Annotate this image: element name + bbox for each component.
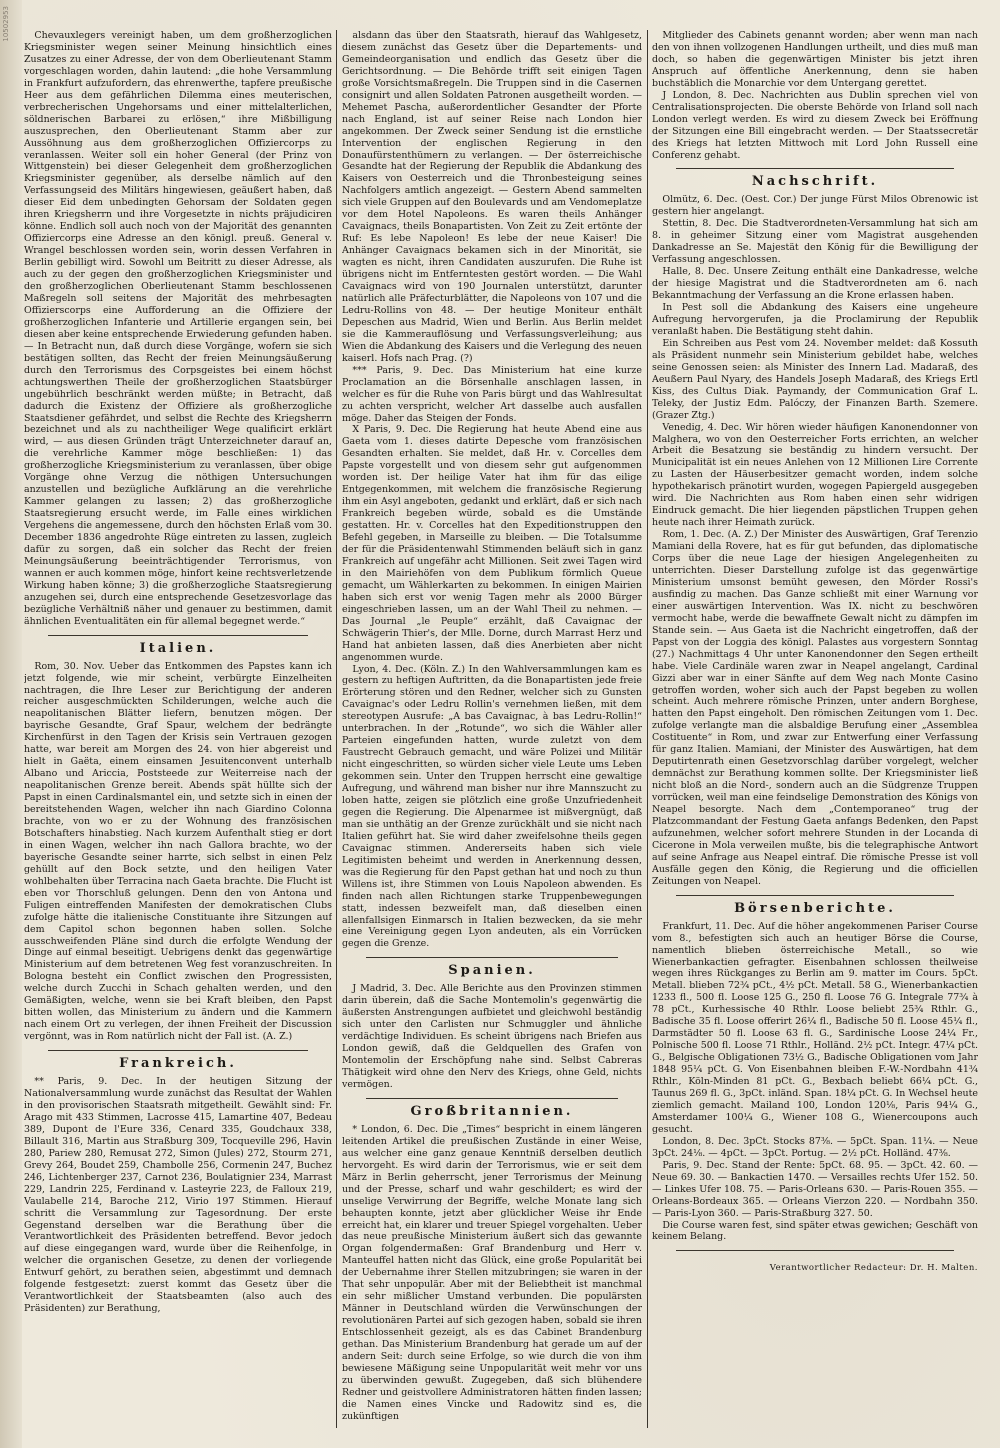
- column-2: [342, 30, 642, 1428]
- article-paragraph: Venedig, 4. Dec. Wir hören wieder häufigen Kanonendonner von Malghera, wo von den Oesterreicher Forts errichten, an welcher Arbeit die Besatzung sie beständig zu hindern versucht. Der Municipalität ist ein neues Anlehen von 12 Millionen Lire Corrente zu Lasten der Häuserbesitzer gemacht worden, indem solche hypothekarisch pränotirt wurden, wogegen Papiergeld ausgegeben wird. Die Nachrichten aus Rom haben einen sehr widrigen Eindruck gemacht. Die hier liegenden päpstlichen Truppen gehen heute nach ihrer Heimath zurück.: [652, 421, 978, 529]
- article-paragraph: Paris, 9. Dec. Stand der Rente: 5pCt. 68. 95. — 3pCt. 42. 60. — Neue 69. 30. — Bankactien 1470. — Versailles rechts Ufer 152. 50. — Linkes Ufer 108. 75. — Paris-Orleans 630. — Paris-Rouen 355. — Orleans-Bordeaux 365. — Orleans Vierzon 220. — Nordbahn 350. — Paris-Lyon 360. — Paris-Straßburg 327. 50.: [652, 1159, 978, 1219]
- section-heading-italien: Italien.: [139, 640, 217, 656]
- article-paragraph: Mitglieder des Cabinets genannt worden; aber wenn man nach den von ihnen vollzogenen Handlungen urtheilt, und dies muß man doch, so haben die gegenwärtigen Minister bis jetzt ihren Anspruch auf öffentliche Anerkennung, denn sie haben buchstäblich die Monarchie vor dem Untergang gerettet.: [652, 30, 978, 89]
- section-divider: [676, 1250, 954, 1251]
- article-paragraph: Lyon, 4. Dec. (Köln. Z.) In den Wahlversammlungen kam es gestern zu heftigen Auftritten, da die Bonapartisten jede freie Erörterung stören und den Redner, welcher sich zu Gunsten Cavaignac's oder Ledru Rollin's vernehmen ließen, mit dem stereotypen Ausrufe: „A bas Cavaignac, à bas Ledru-Rollin!“ unterbrachen. In der „Rotunde“, wo sich die Wähler aller Parteien eingefunden hatten, wurde zuletzt von dem Faustrecht Gebrauch gemacht, und wäre Polizei und Militär nicht eingeschritten, so würden sicher viele Leute ums Leben gekommen sein. Unter den Truppen herrscht eine gewaltige Aufregung, und während man bisher nur ihre Mannszucht zu loben hatte, zeigen sie plötzlich eine große Unzufriedenheit gegen die Regierung. Die Alpenarmee ist mißvergnügt, daß man sie unthätig an der Grenze zurückhält und sie nicht nach Italien geführt hat. Sie wird daher zweifelsohne theils gegen Cavaignac stimmen. Andererseits haben sich viele Legitimisten beheimt und werden in Anerkennung dessen, was die Regierung für den Papst gethan hat und noch zu thun Willens ist, ihre Stimmen von Louis Napoleon abwenden. Es finden nach allen Richtungen starke Truppenbewegungen statt, indessen bezweifelt man, daß dieselben einen allenfallsigen Einmarsch in Italien bezwecken, da sie mehr eine Vereinigung gegen Lyon andeuten, als ein Vorrücken gegen die Grenze.: [342, 663, 642, 950]
- column-rule-2: [647, 30, 648, 1428]
- article-paragraph: * London, 6. Dec. Die „Times“ bespricht in einem längeren leitenden Artikel die preußischen Zustände in einer Weise, aus welcher eine ganz genaue Kenntniß derselben deutlich hervorgeht. Es wird darin der Terrorismus, wie er seit dem März in Berlin geherrscht, jener Terrorismus der Meinung und der Presse, scharf und wahr geschildert; es wird der unselige Verwirrung der Begriffe, welche Monate lang sich behaupten konnte, jetzt aber glücklicher Weise ihr Ende erreicht hat, ein klarer und treuer Spiegel vorgehalten. Ueber das neue preußische Ministerium äußert sich das gewannte Organ folgendermaßen: Graf Brandenburg und Herr v. Manteuffel hatten nicht das Glück, eine große Popularität bei der Uebernahme ihrer Stellen mitzubringen; sie waren in der That sehr unpopulär. Aber mit der Beliebtheit ist manchmal ein sehr mißlicher Umstand verbunden. Die populärsten Männer in Deutschland würden die Verwünschungen der revolutionären Partei auf sich gezogen haben, sobald sie ihren Entschlossenheit gezeigt, als es das Cabinet Brandenburg gethan. Das Ministerium Brandenburg hat gerade um auf der andern Seit: durch seine Erfolge, so wie durch die von ihm bewiesene Mäßigung seine Unpopularität weit mehr vor uns zu überwinden gewußt. Zugegeben, daß sich blühendere Redner und geistvollere Administratoren hätten finden lassen; die Namen eines Vincke und Radowitz sind es, die zukünftigen: [342, 1123, 642, 1422]
- article-paragraph: Stettin, 8. Dec. Die Stadtverordneten-Versammlung hat sich am 8. in geheimer Sitzung einer vom Magistrat ausgehenden Dankadresse an Se. Majestät den König für die Bewilligung der Verfassung angeschlossen.: [652, 218, 978, 266]
- section-divider: [366, 957, 618, 958]
- section-divider: [366, 1098, 618, 1099]
- column-3: [652, 30, 978, 1428]
- section-divider: [676, 168, 954, 169]
- article-paragraph: Chevauxlegers vereinigt haben, um dem großherzoglichen Kriegsminister wegen seiner Meinung hinsichtlich eines Zusatzes zu einer Adresse, der von dem Oberlieutenant Stamm vorgeschlagen worden, dahin lautend: „die hohe Versammlung in Frankfurt aufzufordern, das ehrenwerthe, tapfere preußische Heer aus dem gefährlichen Dilemma eines meuterischen, verbrecherischen Ungehorsams und einer mittelalterlichen, söldnerischen Barbarei zu erlösen,“ ihre Mißbilligung auszusprechen, den Oberlieutenant Stamm aber zur Aussöhnung aus dem großherzoglichen Offiziercorps zu veranlassen. Weiter soll ein hoher General (der Prinz von Wittgenstein) bei dieser Gelegenheit dem großherzoglichen Kriegsminister gegenüber, als derselbe nämlich auf den Verfassungseid des Militärs hingewiesen, geäußert haben, daß dieser Eid dem unbedingten Gehorsam der Soldaten gegen ihren Kriegsherrn und ihre Vorgesetzte in nichts präjudiciren könne. Endlich soll auch noch von der Majorität des genannten Offiziercorps eine Adresse an den königl. preuß. General v. Wrangel beschlossen worden sein, worin dessen Verfahren in Berlin gebilligt wird. Sowohl um Beitritt zu dieser Adresse, als auch zu der gegen den großherzoglichen Kriegsminister und den großherzoglichen Oberlieutenant Stamm beschlossenen Maßregeln soll seitens der Majorität des mehrbesagten Offizierscorps eine Aufforderung an die Offiziere der großherzoglichen Infanterie und Artillerie ergangen sein, bei diesen aber keine entsprechende Erwiederung gefunden haben. — In Betracht nun, daß durch diese Vorgänge, wofern sie sich bestätigen sollten, das Recht der freien Meinungsäußerung durch den Terrorismus des Corpsgeistes bei einem höchst achtungswerthen Theile der großherzoglichen Staatsbürger ungebührlich beschränkt werden müßte; in Betracht, daß dadurch die Existenz der Offiziere als großherzogliche Staatsdiener gefährdet, und selbst die Rechte des Kriegsherrn bezeichnet und als zu nachtheiliger Wege qualificirt erklärt wird, — aus diesen Gründen trägt Unterzeichneter darauf an, die verehrliche Kammer möge beschließen: 1) das großherzogliche Kriegsministerium zu veranlassen, über obige Vorgänge ohne Verzug die nöthigen Untersuchungen anzustellen und bezügliche Aufklärung an die verehrliche Kammer gelangen zu lassen; 2) das großherzogliche Staatsregierung ersucht werde, im Falle eines wirklichen Vergehens die angemessene, durch den höchsten Erlaß vom 30. December 1836 angedrohte Rüge eintreten zu lassen, zugleich dafür zu sorgen, daß ein solcher das Recht der freien Meinungsäußerung beeinträchtigender Terrorismus, von wannen er auch kommen möge, hinfort keine rechtsverletzende Wirkung haben könne; 3) die großherzogliche Staatsregierung anzugehen sei, durch eine entsprechende Gesetzesvorlage das bezügliche Verhältniß näher und genauer zu bestimmen, damit ähnlichen Eventualitäten ein für allemal begegnet werde.“: [24, 30, 332, 627]
- article-paragraph: Rom, 30. Nov. Ueber das Entkommen des Papstes kann ich jetzt folgende, wie mir scheint, verbürgte Einzelheiten nachtragen, die Ihre Leser zur Berichtigung der anderen reicher ausgeschmückten Schilderungen, welche auch die neapolitanischen Blätter liefern, benutzen mögen. Der bayrische Gesandte, Graf Spaur, welchem der bedrängte Kirchenfürst in den Tagen der Krisis sein Vertrauen gezogen hatte, war bereit am Morgen des 24. von hier abgereist und hielt in Gaëta, einem einsamen Jesuitenconvent unterhalb Albano und Ariccia, Poststeede zur Weiterreise nach der neapolitanischen Grenze bereit. Abends spät hüllte sich der Papst in einen Cardinalsmantel ein, und setzte sich in einen der bereitstehenden Wagen, welcher ihn nach Giardino Colonna brachte, von wo er zu der Wohnung des französischen Botschafters hinabstieg. Nach kurzem Aufenthalt stieg er dort in einen Wagen, welcher ihn nach Gallora brachte, wo der bayerische Gesandte seiner harrte, sich selbst in einen Pelz gehüllt auf den Bock setzte, und den heiligen Vater wohlbehalten über Terracina nach Gaeta brachte. Die Flucht ist eben vor Thorschluß gelungen. Denn den von Antona und Fuligen eintreffenden Manifesten der demokratischen Clubs zufolge hätte die italienische Constituante ihre Sitzungen auf dem Capitol schon begonnen haben sollen. Solche ausschweifenden Pläne sind durch die erfolgte Wendung der Dinge auf einmal beseitigt. Uebrigens denkt das gegenwärtige Ministerium auf dem betretenen Weg fest voranzuschreiten. In Bologna besteht ein Conflict zwischen den Progressisten, welche durch Zucchi in Schach gehalten werden, und den Gemäßigten, welche, wenn sie bei Kraft bleiben, den Papst bitten wollen, das Ministerium zu ändern und die Kammern nach einem Ort zu verlegen, der ihnen Freiheit der Discussion vergönnt, was in Rom natürlich nicht der Fall ist. (A. Z.): [24, 660, 332, 1043]
- article-paragraph: Rom, 1. Dec. (A. Z.) Der Minister des Auswärtigen, Graf Terenzio Mamiani della Rovere, hat es für gut befunden, das diplomatische Corps über die neue Lage der hiesigen Angelegenheiten zu unterrichten. Dieser Darstellung zufolge ist das gegenwärtige Ministerium umsonst bemüht gewesen, den Mörder Rossi's ausfindig zu machen. Das Ganze schließt mit einer Warnung vor einer auswärtigen Intervention. Was IX. nicht zu beschwören vermocht habe, werde die bewaffnete Gewalt nicht zu dämpfen im Stande sein. — Aus Gaeta ist die Nachricht eingetroffen, daß der Papst von der Loggia des königl. Palastes aus vorgestern Sonntag (27.) Nachmittags 4 Uhr unter Kanonendonner den Segen ertheilt habe. Viele Cardinäle waren zwar in Neapel angelangt, Cardinal Gizzi aber war in einer Sänfte auf dem Weg nach Monte Casino getroffen worden, woher sich auch der Papst begeben zu wollen scheint. Auch mehrere römische Prinzen, unter andern Borghese, hatten den Papst eingeholt. Den römischen Zeitungen vom 1. Dec. zufolge verlangte man die alsbaldige Berufung einer „Assemblea Costituente“ in Rom, und zwar zur Entwerfung einer Verfassung für ganz Italien. Mamiani, der Minister des Auswärtigen, hat dem Deputirtenrath einen Gesetzvorschlag darüber vorgelegt, welcher demnächst zur Berathung kommen sollte. Der Kriegsminister ließ nicht bloß an die Nord-, sondern auch an die Südgrenze Truppen vorrücken, weil man eine feindselige Demonstration des Königs von Neapel besorgte. Nach dem „Contemporaneo“ trug der Platzcommandant der Festung Gaeta anfangs Bedenken, den Papst aufzunehmen, welcher sofort mehrere Stunden in der Locanda di Cicerone in Mola verweilen mußte, bis die telegraphische Antwort auf seine Anfrage aus Neapel eintraf. Die römische Presse ist voll Ausfälle gegen den König, die Regierung und die officiellen Zeitungen von Neapel.: [652, 529, 978, 887]
- article-paragraph: J Madrid, 3. Dec. Alle Berichte aus den Provinzen stimmen darin überein, daß die Sache Montemolin's gegenwärtig die äußersten Anstrengungen aufbietet und gleichwohl beständig sich unter den Carlisten nur Schmuggler und ähnliche verdächtige Individuen. Es scheint übrigens nach Briefen aus London gewiß, daß die Geldquellen des Grafen von Montemolin der Erschöpfung nahe sind. Selbst Cabreras Thätigkeit wird ohne den Nerv des Kriegs, ohne Geld, nichts vermögen.: [342, 983, 642, 1090]
- column-rule-1: [336, 30, 337, 1428]
- article-paragraph: *** Paris, 9. Dec. Das Ministerium hat eine kurze Proclamation an die Börsenhalle anschlagen lassen, in welcher es für die Ruhe von Paris bürgt und das Wahlresultat zu achten verspricht, welcher Art dasselbe auch ausfallen möge. Daher das Steigen der Fonds.: [342, 364, 642, 424]
- article-paragraph: ** Paris, 9. Dec. In der heutigen Sitzung der Nationalversammlung wurde zunächst das Resultat der Wahlen in den provisorischen Staatsrath mitgetheilt. Gewählt sind: Fr. Arago mit 433 Stimmen, Lacrosse 415, Lamartine 407, Bedeau 389, Dupont de l'Eure 336, Cenard 335, Goudchaux 338, Billault 316, Martin aus Straßburg 309, Tocqueville 296, Havin 280, Pariew 280, Remusat 272, Simon (Jules) 272, Stourm 271, Grevy 264, Boudet 259, Chambolle 256, Cormenin 247, Buchez 246, Lichtenberger 237, Carnot 236, Boulatignier 234, Marrast 229, Landrin 225, Ferdinand v. Lasteyrie 223, de Falloux 219, Vaulabelle 214, Baroche 212, Virio 197 Stimmen. Hierauf schritt die Versammlung zur Tagesordnung. Der erste Gegenstand derselben war die Berathung über die Verantwortlichkeit des Präsidenten betreffend. Bevor jedoch auf diese eingegangen ward, wurde über die Reihenfolge, in welcher die organischen Gesetze, zu denen der vorliegende Entwurf gehört, zu berathen seien, abgestimmt und demnach folgende festgesetzt: zuerst kommt das Gesetz über die Verantwortlichkeit der Staatsbeamten (also auch des Präsidenten) zur Berathung,: [24, 1076, 332, 1315]
- article-paragraph: alsdann das über den Staatsrath, hierauf das Wahlgesetz, diesem zunächst das Gesetz über die Departements- und Gemeindeorganisation und endlich das Gesetz über die Gerichtsordnung. — Die Behörde trifft seit einigen Tagen große Vorsichtsmaßregeln. Die Truppen sind in die Casernen consignirt und allen Soldaten Patronen ausgetheilt worden. — Mehemet Pascha, außerordentlicher Gesandter der Pforte nach England, ist auf seiner Reise nach London hier angekommen. Der Zweck seiner Sendung ist die ernstliche Intervention der englischen Regierung in den Donaufürstenthümern zu verlangen. — Der österreichische Gesandte hat der Regierung der Republik die Abdankung des Kaisers von Oesterreich und die Thronbesteigung seines Nachfolgers amtlich angezeigt. — Gestern Abend sammelten sich viele Gruppen auf den Boulevards und am Vendomeplatze vor dem Hotel Napoleons. Es waren theils Anhänger Cavaignacs, theils Bonapartisten. Von Zeit zu Zeit ertönte der Ruf: Es lebe Napoleon! Es lebe der neue Kaiser! Die Anhänger Cavaignacs bekamen sich in der Minorität, sie wagten es nicht, ihren Candidaten auszurufen. Die Ruhe ist übrigens nicht im Entferntesten gestört worden. — Die Wahl Cavaignacs wird von 190 Journalen unterstützt, darunter natürlich alle Präfecturblätter, die Napoleons von 107 und die Ledru-Rollins von 48. — Der heutige Moniteur enthält Depeschen aus Madrid, Wien und Berlin. Aus Berlin meldet sie die Kammerauflösung und Verfassungsverleihung; aus Wien die Abdankung des Kaisers und die Verlegung des neuen kaiserl. Hofs nach Prag. (?): [342, 30, 642, 364]
- section-divider: [48, 1050, 308, 1051]
- article-paragraph: Ein Schreiben aus Pest vom 24. November meldet: daß Kossuth als Präsident nunmehr sein Ministerium gebildet habe, welches seine Genossen seien: als Minister des Innern Lad. Madaraß, des Aeußern Paul Nyary, des Handels Joseph Madaraß, des Kriegs Ertl Kiss, des Cultus Diak. Paymandy, der Communication Graf L. Teleky, der Justiz Edm. Palóczy, der Finanzen Barth. Szemere. (Grazer Ztg.): [652, 337, 978, 421]
- column-1: [24, 30, 332, 1428]
- section-heading-boersenberichte: Börsenberichte.: [734, 900, 896, 916]
- section-divider: [676, 895, 954, 896]
- article-paragraph: Frankfurt, 11. Dec. Auf die höher angekommenen Pariser Course vom 8., befestigten sich auch an heutiger Börse die Course, namentlich blieben österreichische Metall., so wie Wienerbankactien gefragter. Eisenbahnen schlossen theilweise wegen ihres Rückganges zu Berlin am 9. matter im Cours. 5pCt. Metall. blieben 72¾ pCt., 4½ pCt. Metall. 58 G., Wienerbankactien 1233 fl., 500 fl. Loose 125 G., 250 fl. Loose 76 G. Integrale 77¾ à 78 pCt., Kurhessische 40 Rthlr. Loose beliebt 25¾ Rthlr. G., Badische 35 fl. Loose offerirt 26¼ fl., Badische 50 fl. Loose 45¼ fl., Darmstädter 50 fl. Loose 63 fl. G., Sardinische Loose 24¼ Fr., Polnische 500 fl. Loose 71 Rthlr., Holländ. 2½ pCt. Integr. 47¼ pCt. G., Belgische Obligationen 73½ G., Badische Obligationen vom Jahr 1848 95¼ pCt. G. Von Eisenbahnen bleiben F.-W.-Nordbahn 41¾ Rthlr., Köln-Minden 81 pCt. G., Bexbach beliebt 66¼ pCt. G., Taunus 269 fl. G., 3pCt. inländ. Span. 18¼ pCt. G. In Wechsel heute ziemlich gemacht. Mailand 100, London 120⅛, Paris 94¼ G., Amsterdamer 100¼ G., Wiener 108 G., Wienercoupons auch gesucht.: [652, 920, 978, 1135]
- editor-credit: Verantwortlicher Redacteur: Dr. H. Malten.: [769, 1263, 978, 1274]
- section-heading-nachschrift: Nachschrift.: [751, 174, 879, 190]
- scan-id: 10502953: [2, 6, 10, 42]
- binding-gutter: [0, 0, 22, 1448]
- article-paragraph: Halle, 8. Dec. Unsere Zeitung enthält eine Dankadresse, welche der hiesige Magistrat und die Stadtverordneten am 6. nach Bekanntmachung der Verfassung an die Krone erlassen haben.: [652, 266, 978, 302]
- article-paragraph: In Pest soll die Abdankung des Kaisers eine ungeheure Aufregung hervorgerufen, ja die Proclamirung der Republik veranlaßt haben. Die Bestätigung steht dahin.: [652, 302, 978, 337]
- article-paragraph: London, 8. Dec. 3pCt. Stocks 87⅜. — 5pCt. Span. 11¼. — Neue 3pCt. 24⅛. — 4pCt. — 3pCt. Portug. — 2½ pCt. Holländ. 47⅜.: [652, 1135, 978, 1159]
- section-heading-spanien: Spanien.: [448, 963, 536, 979]
- section-divider: [48, 635, 308, 636]
- article-paragraph: X Paris, 9. Dec. Die Regierung hat heute Abend eine aus Gaeta vom 1. dieses datirte Depesche vom französischen Gesandten erhalten. Sie meldet, daß Hr. v. Corcelles dem Papste vorgestellt und von diesem sehr gut aufgenommen worden ist. Der heilige Vater hat ihm für das eilige Entgegenkommen, mit welchem die französische Regierung ihm ein Asyl angeboten, gedankt und erklärt, daß er sich nach Frankreich begeben würde, sobald es die Umstände gestatten. Hr. v. Corcelles hat den Expeditionstruppen den Befehl gegeben, in Marseille zu bleiben. — Die Totalsumme der für die Präsidentenwahl Stimmenden beläuft sich in ganz Frankreich auf ungefähr acht Millionen. Seit zwei Tagen wird in den Mairiehöfen von dem Publikum förmlich Queue gemacht, um Wählerkarten zu bekommen. In einigen Mairien haben sich erst vor wenig Tagen mehr als 2000 Bürger eingeschrieben lassen, um an der Wahl Theil zu nehmen. — Das Journal „le Peuple“ erzählt, daß Cavaignac der Schwägerin Thier's, der Mlle. Dorne, durch Marrast Herz und Hand hat anbieten lassen, daß dies Anerbieten aber nicht angenommen wurde.: [342, 424, 642, 663]
- section-heading-grossbritannien: Großbritannien.: [410, 1103, 574, 1119]
- article-paragraph: J London, 8. Dec. Nachrichten aus Dublin sprechen viel von Centralisationsprojecten. Die oberste Behörde von Irland soll nach London verlegt werden. Es wird zu diesem Zweck bei Eröffnung der Sitzungen eine Bill eingebracht werden. — Der Staatssecretär des Kriegs hat letzten Mittwoch mit Lord John Russell eine Conferenz gehabt.: [652, 89, 978, 161]
- article-paragraph: Olmütz, 6. Dec. (Oest. Cor.) Der junge Fürst Milos Obrenowic ist gestern hier angelangt.: [652, 194, 978, 218]
- section-heading-frankreich: Frankreich.: [119, 1056, 237, 1072]
- article-paragraph: Die Course waren fest, sind später etwas gewichen; Geschäft von keinem Belang.: [652, 1219, 978, 1243]
